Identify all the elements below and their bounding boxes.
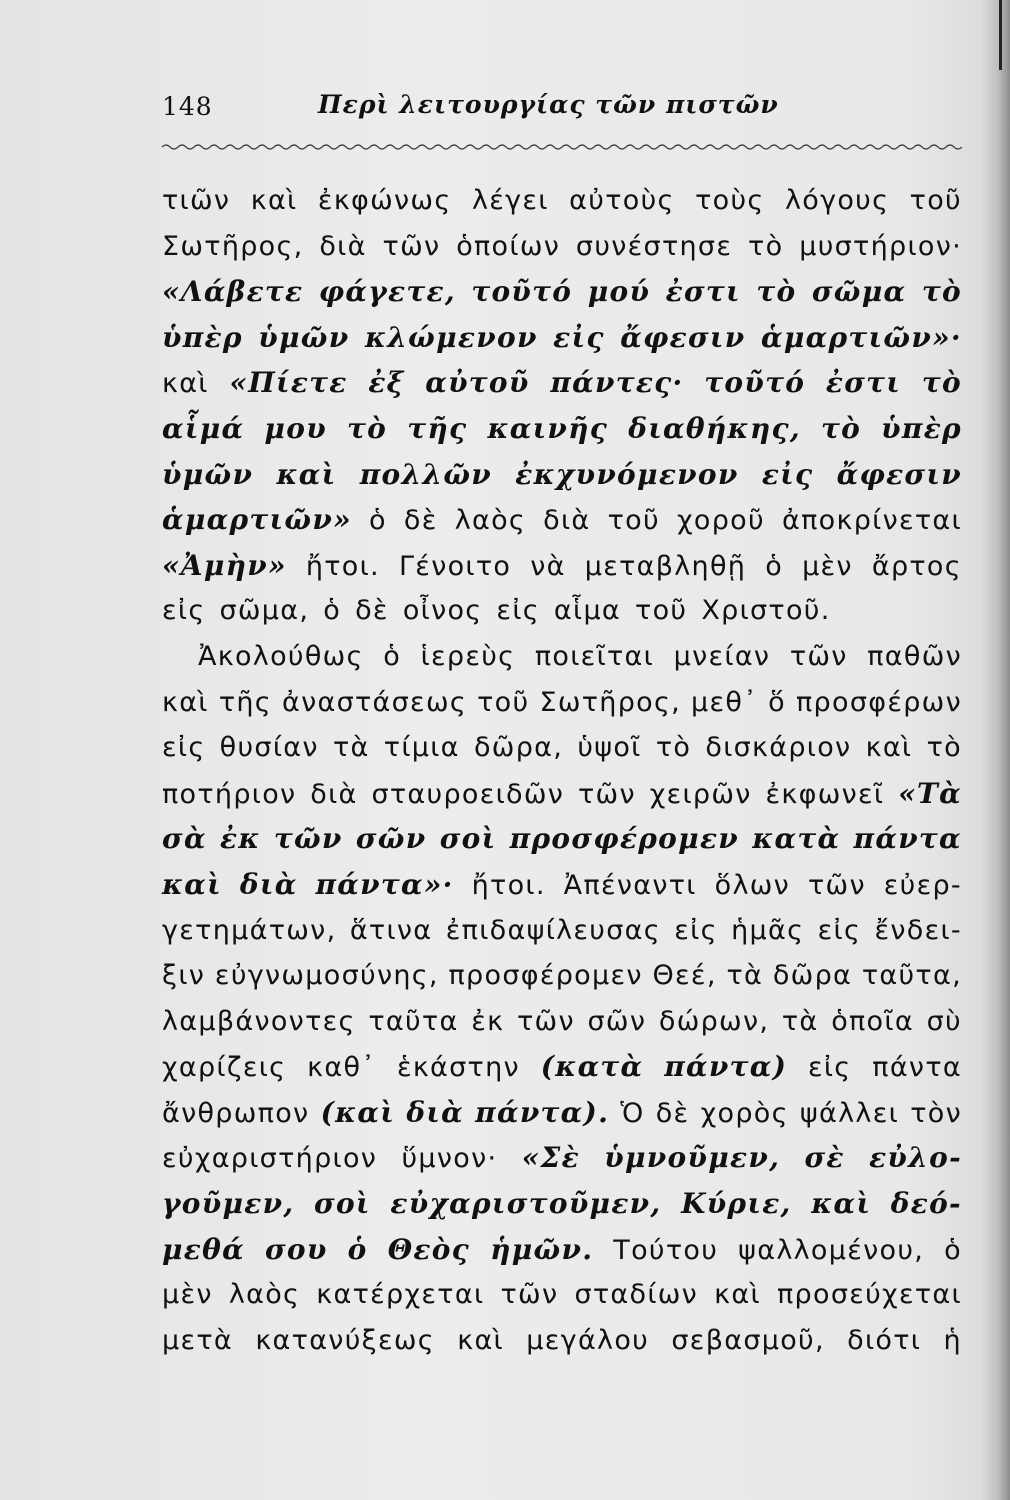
word: εἰς — [807, 1052, 852, 1084]
emphasized-word: δεό- — [890, 1187, 962, 1221]
emphasized-word: καινῆς — [487, 411, 609, 445]
word: σεβασμοῦ, — [671, 1324, 825, 1356]
word: δώρων, — [658, 1005, 770, 1037]
emphasized-word: τὸ — [756, 275, 797, 309]
word: προσφέρομεν — [448, 960, 643, 992]
word: σταυροειδῶν — [371, 778, 565, 810]
word: χειρῶν — [649, 778, 752, 810]
text-line — [162, 908, 962, 954]
word: οἶνος — [402, 595, 483, 627]
emphasized-word: πάντα — [853, 822, 962, 856]
emphasized-word: καὶ — [162, 867, 222, 901]
word: λαμβάνοντες — [162, 1005, 356, 1037]
word: ἀποκρίνεται — [782, 505, 962, 537]
text-line — [162, 360, 962, 406]
text-line — [162, 406, 962, 452]
word: παθῶν — [867, 640, 962, 672]
word: ἐπιδαψίλευσας — [445, 914, 661, 946]
text-line — [162, 452, 962, 498]
emphasized-word: ὑμῶν — [162, 457, 254, 491]
word: ὁ — [765, 550, 784, 582]
word: εὐγνωμοσύνης, — [214, 960, 439, 992]
word: μὲν — [162, 1279, 213, 1311]
word: ὑψοῖ — [577, 732, 642, 764]
word: τῶν — [789, 640, 848, 672]
emphasized-word: «Τὰ — [898, 776, 962, 810]
emphasized-word: ἄφεσιν — [620, 320, 746, 354]
word: μυστήριον· — [799, 230, 962, 262]
text-line — [162, 680, 962, 726]
text-line — [162, 497, 962, 543]
word: τῶν — [578, 778, 636, 810]
word: Τούτου — [613, 1234, 719, 1266]
emphasized-word: τῶν — [273, 822, 343, 856]
word: τῶν — [516, 1005, 575, 1037]
emphasized-word: σὰ — [162, 822, 207, 856]
word: δισκάριον — [705, 732, 852, 764]
word: λαὸς — [454, 505, 527, 537]
word: μετὰ — [162, 1324, 234, 1356]
word: Ἀπέναντι — [563, 869, 697, 901]
text-line — [162, 1227, 962, 1273]
emphasized-word: ἄφεσιν — [836, 457, 962, 491]
text-line — [162, 1181, 962, 1227]
word: μεταβληθῇ — [584, 550, 747, 582]
word: ὁ — [383, 640, 402, 672]
word: ἤτοι. — [305, 550, 380, 582]
emphasized-word: πάντα) — [664, 1050, 788, 1084]
text-line — [162, 1272, 962, 1318]
word: προσεύχεται — [777, 1279, 962, 1311]
emphasized-word: αἷμά — [162, 411, 245, 445]
emphasized-word: μού — [587, 275, 651, 309]
word: Γένοιτο — [398, 550, 512, 582]
word: εὐχαριστήριον — [162, 1143, 378, 1175]
emphasized-word: «Σὲ — [521, 1141, 580, 1175]
word: εἰς — [817, 914, 862, 946]
word: δῶρα, — [473, 732, 564, 764]
emphasized-word: ἐκχυνόμενον — [515, 457, 739, 491]
word: ὁ — [944, 1234, 962, 1266]
word: νὰ — [530, 550, 566, 582]
word: Σωτῆρος, — [539, 686, 681, 718]
word: ἡμᾶς — [731, 914, 805, 946]
word: γετημάτων, — [162, 914, 337, 946]
word: μὲν — [802, 550, 853, 582]
emphasized-word: ὑμνοῦμεν, — [604, 1141, 781, 1175]
text-line — [162, 224, 962, 270]
word: λαὸς — [228, 1279, 301, 1311]
emphasized-word: διὰ — [406, 1095, 464, 1129]
word: δῶρα — [772, 960, 853, 992]
word: ἤτοι. — [471, 869, 546, 901]
word: χαρίζεις — [162, 1052, 287, 1084]
word: λόγους — [784, 185, 890, 216]
word: τοὺς — [695, 185, 765, 216]
emphasized-word: πάντες· — [550, 366, 684, 400]
emphasized-word: ἁμαρτιῶν»· — [761, 320, 962, 354]
text-line — [162, 178, 962, 224]
word: τῆς — [218, 686, 272, 718]
word: ἡ — [943, 1324, 962, 1356]
emphasized-word: τοῦτό — [471, 275, 573, 309]
emphasized-word: «Λάβετε — [162, 275, 304, 309]
emphasized-word: σοὶ — [439, 822, 497, 856]
emphasized-word: προσφέρομεν — [509, 822, 740, 856]
emphasized-word: κλώμενον — [364, 320, 538, 354]
word: αὐτοὺς — [569, 185, 675, 216]
emphasized-word: ὑπὲρ — [881, 411, 962, 445]
word: ξιν — [162, 960, 206, 992]
header-wavy-rule — [162, 143, 962, 151]
word: καθ᾽ — [307, 1052, 377, 1084]
word: κατανύξεως — [255, 1324, 435, 1356]
word: μνείαν — [673, 640, 771, 672]
word: ἐκφωνεῖ — [765, 778, 885, 810]
body-text — [162, 178, 962, 1363]
text-line — [162, 999, 962, 1045]
emphasized-word: ὑπὲρ — [162, 320, 243, 354]
emphasized-word: πολλῶν — [359, 457, 493, 491]
word: τὰ — [726, 960, 764, 992]
word: Χριστοῦ. — [701, 595, 831, 627]
emphasized-word: ἁμαρτιῶν» — [162, 503, 352, 537]
emphasized-word: εὐχαριστοῦμεν, — [390, 1187, 662, 1221]
word: τιῶν — [162, 185, 231, 216]
emphasized-word: ἐκ — [220, 822, 261, 856]
emphasized-word: διὰ — [239, 867, 298, 901]
emphasized-word: τὸ — [820, 411, 862, 445]
word: τῶν — [807, 869, 866, 901]
word: ἄνθρωπον — [162, 1097, 310, 1129]
word: δὲ — [655, 1097, 690, 1129]
word: ὅλων — [714, 869, 791, 901]
word: ἐκφώνως — [317, 185, 452, 216]
word: μεγάλου — [526, 1324, 650, 1356]
word: ἱερεὺς — [420, 640, 516, 672]
text-line — [162, 1318, 962, 1364]
text-line — [162, 816, 962, 862]
emphasized-word: τοῦτό — [704, 366, 806, 400]
word: δὲ — [403, 505, 438, 537]
word: τὸ — [748, 230, 784, 262]
word: ψάλλει — [799, 1097, 900, 1129]
emphasized-word: μου — [264, 411, 327, 445]
word: τὸν — [910, 1097, 962, 1129]
word: ποτήριον — [162, 778, 297, 810]
word: εἰς — [674, 914, 718, 946]
word: κατέρχεται — [316, 1279, 485, 1311]
word: εἰς — [162, 732, 206, 764]
emphasized-word: τὸ — [921, 366, 962, 400]
word: ποιεῖται — [534, 640, 655, 672]
text-line — [162, 953, 962, 999]
word: ψαλλομένου, — [738, 1234, 925, 1266]
emphasized-word: ὑμῶν — [258, 320, 350, 354]
emphasized-word: κατὰ — [752, 822, 841, 856]
word: καὶ — [714, 1279, 761, 1311]
word: σὺ — [926, 1005, 962, 1037]
word: εἰς — [496, 595, 540, 627]
word: θυσίαν — [219, 732, 319, 764]
word: διὰ — [319, 230, 367, 262]
word: καὶ — [865, 732, 913, 764]
word: ὅ — [768, 686, 786, 718]
emphasized-word: διαθήκης, — [628, 411, 801, 445]
emphasized-word: ἐστι — [665, 275, 741, 309]
emphasized-word: σοὶ — [314, 1187, 371, 1221]
word: τοῦ — [635, 595, 688, 627]
word: τὸ — [926, 732, 962, 764]
emphasized-word: τὸ — [347, 411, 388, 445]
word: συνέστησε — [575, 230, 733, 262]
running-title: Περὶ λειτουργίας τῶν πιστῶν — [318, 90, 779, 119]
emphasized-word: τῆς — [407, 411, 468, 445]
emphasized-word: σῶμα — [811, 275, 907, 309]
emphasized-word: γοῦμεν, — [162, 1187, 295, 1221]
text-line — [162, 771, 962, 817]
emphasized-word: πάντα»· — [315, 867, 454, 901]
word: ὁ — [368, 505, 387, 537]
text-line — [162, 634, 962, 680]
word: ἑκάστην — [396, 1052, 520, 1084]
emphasized-word: σῶν — [355, 822, 427, 856]
word: ἐκ — [471, 1005, 505, 1037]
word: μεθ᾽ — [691, 686, 759, 718]
emphasized-word: αὐτοῦ — [425, 366, 530, 400]
word: τοῦ — [909, 185, 962, 216]
text-line — [162, 315, 962, 361]
emphasized-word: «Ἀμὴν» — [162, 548, 287, 582]
word: Θεέ, — [652, 960, 717, 992]
emphasized-word: ὁ — [347, 1232, 368, 1266]
word: Ἀκολούθως — [198, 640, 364, 672]
word: ὁ — [323, 595, 342, 627]
emphasized-word: καὶ — [276, 457, 337, 491]
emphasized-word: «Πίετε — [229, 366, 348, 400]
word: τοῦ — [607, 505, 660, 537]
word: Ὁ — [620, 1097, 645, 1129]
word: ἀναστάσεως — [282, 686, 468, 718]
text-line — [162, 1044, 962, 1090]
text-line — [162, 725, 962, 771]
word: τὰ — [332, 732, 370, 764]
word: Σωτῆρος, — [162, 230, 304, 262]
emphasized-word: ἐστι — [825, 366, 902, 400]
word: ἔνδει- — [874, 914, 962, 946]
emphasized-word: εἰς — [761, 457, 814, 491]
emphasized-word: σου — [264, 1232, 328, 1266]
word: σῶν — [587, 1005, 647, 1037]
emphasized-word: ἐξ — [368, 366, 405, 400]
word: ὁποίων — [456, 230, 561, 262]
text-line — [162, 269, 962, 315]
text-line — [162, 543, 962, 589]
text-line — [162, 1090, 962, 1136]
word: διὰ — [310, 778, 358, 810]
emphasized-word: (κατὰ — [540, 1050, 644, 1084]
word: λέγει — [471, 185, 549, 216]
emphasized-word: εὐλο- — [869, 1141, 962, 1175]
emphasized-word: ἡμῶν. — [490, 1232, 594, 1266]
emphasized-word: φάγετε, — [318, 275, 456, 309]
page-number: 148 — [162, 92, 213, 121]
word: ὕμνον· — [401, 1143, 498, 1175]
word: τῶν — [500, 1279, 559, 1311]
emphasized-word: Κύριε, — [681, 1187, 792, 1221]
emphasized-word: τὸ — [921, 275, 962, 309]
word: χοροῦ — [677, 505, 765, 537]
text-line — [162, 862, 962, 908]
emphasized-word: σὲ — [804, 1141, 845, 1175]
word: ταῦτα, — [861, 960, 962, 992]
word: καὶ — [162, 686, 209, 718]
text-line — [162, 1135, 962, 1181]
word: τῶν — [382, 230, 441, 262]
emphasized-word: μεθά — [162, 1232, 245, 1266]
word: ταῦτα — [368, 1005, 459, 1037]
word: εἰς — [162, 595, 206, 627]
word: ἅτινα — [349, 914, 433, 946]
word: ἄρτος — [871, 550, 962, 582]
text-line — [162, 588, 962, 634]
word: καὶ — [457, 1324, 504, 1356]
word: διότι — [847, 1324, 922, 1356]
word: σῶμα, — [219, 595, 310, 627]
word: τὸ — [655, 732, 692, 764]
word: σταδίων — [574, 1279, 699, 1311]
emphasized-word: Θεὸς — [387, 1232, 471, 1266]
page-gutter-shadow — [980, 0, 1010, 1500]
word: αἷμα — [553, 595, 622, 627]
word: δὲ — [355, 595, 389, 627]
emphasized-word: (καὶ — [320, 1095, 396, 1129]
word: τὰ — [781, 1005, 819, 1037]
emphasized-word: καὶ — [811, 1187, 872, 1221]
word: διὰ — [543, 505, 591, 537]
word: εὐερ- — [883, 869, 962, 901]
emphasized-word: πάντα). — [475, 1095, 610, 1129]
word: ὁποῖα — [831, 1005, 914, 1037]
word: καὶ — [250, 185, 298, 216]
word: τίμια — [383, 732, 460, 764]
word: χορὸς — [700, 1097, 789, 1129]
word: καὶ — [162, 368, 209, 400]
word: πάντα — [872, 1052, 962, 1084]
emphasized-word: εἰς — [553, 320, 605, 354]
word: προσφέρων — [796, 686, 962, 718]
binding-edge-mark — [999, 0, 1002, 70]
word: τοῦ — [477, 686, 530, 718]
page-header — [162, 92, 962, 132]
